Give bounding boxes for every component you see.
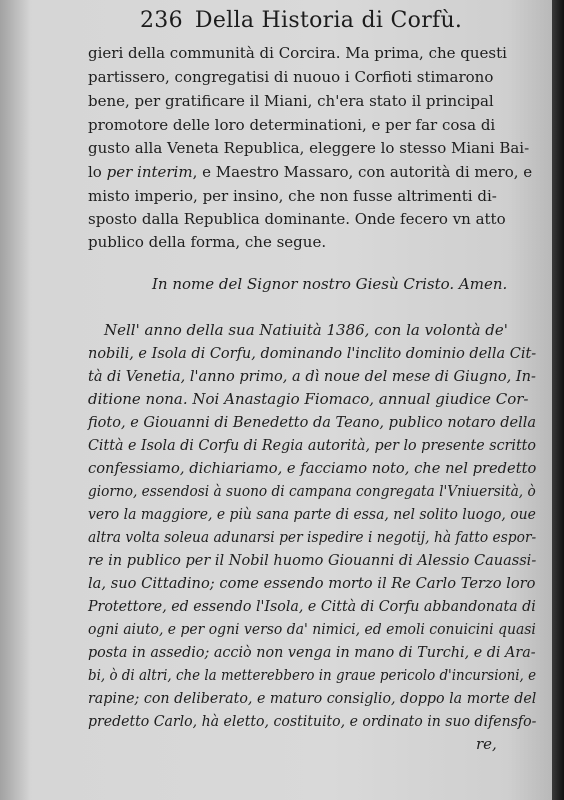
document-line: la, suo Cittadino; come essendo morto il Re Carlo Terzo loro: [88, 574, 536, 592]
intro-line: gusto alla Veneta Republica, eleggere lo stesso Miani Bai-: [88, 139, 530, 157]
intro-line-mixed: [88, 163, 532, 181]
intro-line: gieri della communità di Corcira. Ma prima, che questi: [88, 44, 507, 62]
document-line: Nell' anno della sua Natiuità 1386, con la volontà de': [104, 321, 508, 339]
intro-line-post: , e Maestro Massaro, con autorità di mero, e: [192, 163, 533, 181]
gutter-shadow: [0, 0, 30, 800]
document-line: bi, ò di altri, che la metterebbero in graue pericolo d'incursioni, e: [88, 666, 537, 684]
intro-line-pre: lo: [88, 163, 107, 181]
intro-line: misto imperio, per insino, che non fusse altrimenti di-: [88, 187, 497, 205]
document-line: posta in assedio; acciò non venga in mano di Turchi, e di Ara-: [88, 643, 536, 661]
document-line: ogni aiuto, e per ogni verso da' nimici, ed emoli conuicini quasi: [88, 620, 536, 638]
document-line: predetto Carlo, hà eletto, costituito, e ordinato in suo difensfo-: [88, 712, 537, 730]
document-line: tà di Venetia, l'anno primo, a dì noue del mese di Giugno, In-: [88, 367, 536, 385]
document-line: confessiamo, dichiariamo, e facciamo noto, che nel predetto: [88, 459, 537, 477]
document-line: giorno, essendosi à suono di campana congregata l'Vniuersità, ò: [88, 482, 536, 500]
intro-line: partissero, congregatisi di nuouo i Corfioti stimarono: [88, 68, 494, 86]
page-edge-shadow: [552, 0, 564, 800]
intro-line: publico della forma, che segue.: [88, 233, 327, 251]
running-title: Della Historia di Corfù.: [194, 8, 463, 33]
document-line: Città e Isola di Corfu di Regia autorità, per lo presente scritto: [88, 436, 537, 454]
page-number: 236: [140, 8, 183, 33]
document-line: fioto, e Giouanni di Benedetto da Teano, publico notaro della: [88, 413, 537, 431]
document-line: re,: [476, 735, 497, 753]
intro-line-italic: per interim: [106, 163, 193, 181]
document-line: altra volta soleua adunarsi per ispedire i negotij, hà fatto espor-: [88, 528, 537, 546]
intro-line: promotore delle loro determinationi, e per far cosa di: [88, 116, 496, 134]
document-line: vero la maggiore, e più sana parte di essa, nel solito luogo, oue: [88, 505, 536, 523]
document-line: ditione nona. Noi Anastagio Fiomaco, annual giudice Cor-: [88, 390, 529, 408]
running-header: [140, 8, 462, 33]
invocation-heading: In nome del Signor nostro Giesù Cristo. Amen.: [152, 275, 508, 293]
document-line: Protettore, ed essendo l'Isola, e Città di Corfu abbandonata di: [88, 597, 536, 615]
document-line: re in publico per il Nobil huomo Giouanni di Alessio Cauassi-: [88, 551, 537, 569]
intro-line: sposto dalla Republica dominante. Onde fecero vn atto: [88, 210, 506, 228]
intro-line: bene, per gratificare il Miani, ch'era stato il principal: [88, 92, 494, 110]
document-line: nobili, e Isola di Corfu, dominando l'inclito dominio della Cit-: [88, 344, 537, 362]
document-line: rapine; con deliberato, e maturo consiglio, doppo la morte del: [88, 689, 537, 707]
